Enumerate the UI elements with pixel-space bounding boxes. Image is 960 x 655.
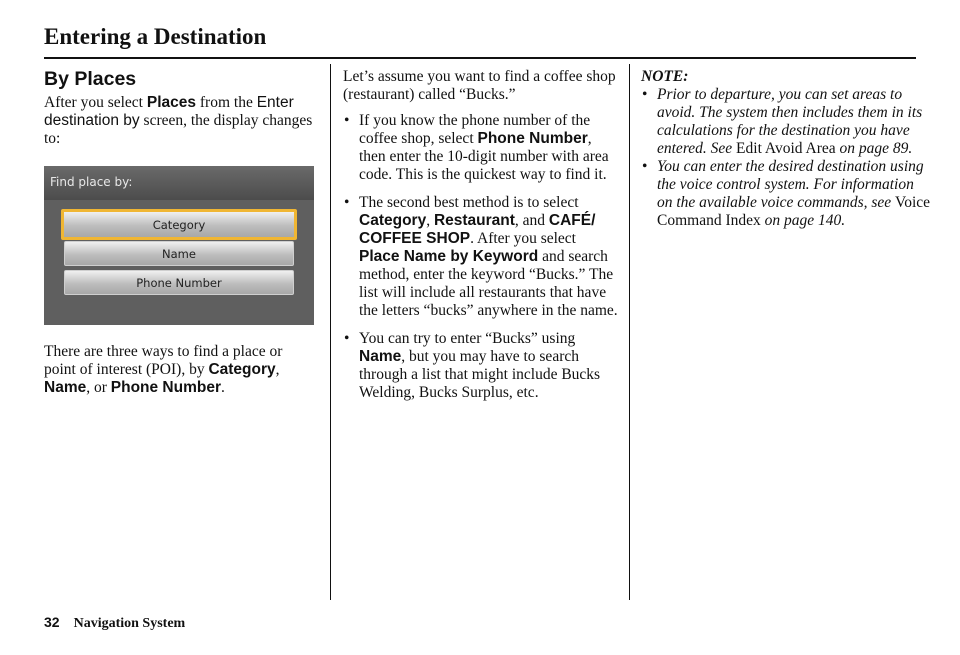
name-keyword: Name (44, 379, 87, 396)
text: There are three ways to find a place or point of interest (POI), by (44, 343, 283, 378)
title-divider (44, 57, 916, 59)
note-label: NOTE: (641, 68, 689, 85)
category-keyword: Category (359, 212, 427, 229)
page-title: Entering a Destination (44, 24, 267, 49)
cafe-keyword: CAFÉ/ COFFEE SHOP (359, 212, 596, 247)
text: screen, the display changes to: (44, 112, 313, 147)
text: You can enter the desired destination using the voice control system. For information on the available voice commands, see (657, 158, 924, 211)
text: , then enter the 10-digit number with area code. This is the quickest way to find it. (359, 130, 609, 183)
method-list (343, 112, 619, 402)
text: , (426, 212, 434, 229)
edit-avoid-area-ref[interactable]: Edit Avoid Area (736, 140, 836, 157)
category-button[interactable]: Category (61, 209, 297, 240)
text: If you know the phone number of the coffee shop, select (359, 112, 591, 147)
section-heading: By Places (44, 68, 137, 90)
name-button[interactable]: Name (64, 241, 294, 266)
scenario-paragraph: Let’s assume you want to find a coffee shop (restaurant) called “Bucks.” (343, 68, 616, 103)
list-item (343, 330, 619, 402)
list-item (343, 194, 619, 320)
text: You can try to enter “Bucks” using (359, 330, 576, 347)
phone-number-button[interactable]: Phone Number (64, 270, 294, 295)
text: and search method, enter the keyword “Bucks.” The list will include all restaurants that have the letters “bucks” anywhere in the name. (359, 248, 618, 319)
text: . (221, 379, 225, 396)
enter-destination-keyword: Enter destination by (44, 94, 294, 129)
text: , or (86, 379, 111, 396)
text: , (275, 361, 280, 378)
page-number: 32 (44, 614, 60, 630)
footer-label: Navigation System (73, 616, 186, 631)
screen-title: Find place by: (50, 175, 133, 189)
name-keyword: Name (359, 348, 402, 365)
keyword-method: Place Name by Keyword (359, 248, 539, 265)
text: After you select (44, 94, 147, 111)
restaurant-keyword: Restaurant (433, 212, 515, 229)
voice-command-index-ref[interactable]: Voice Command Index (657, 194, 931, 229)
column-left (44, 68, 316, 397)
phone-number-keyword: Phone Number (110, 379, 221, 396)
intro-paragraph (44, 94, 316, 148)
note-item (641, 86, 931, 158)
screen-image (44, 166, 314, 325)
page-footer (44, 614, 185, 632)
text: on page 89. (835, 140, 913, 157)
note-item (641, 158, 931, 230)
text: , and (514, 212, 549, 229)
column-divider-1 (330, 64, 331, 600)
text: The second best method is to select (359, 194, 579, 211)
column-middle (343, 68, 619, 412)
text: on page 140. (760, 212, 846, 229)
places-keyword: Places (146, 94, 197, 111)
text: Prior to departure, you can set areas to avoid. The system then includes them in its calculations for the destination you have entered. See (657, 86, 923, 157)
ways-paragraph (44, 343, 316, 397)
note-list (641, 86, 931, 230)
column-divider-2 (629, 64, 630, 600)
text: from the (196, 94, 257, 111)
list-item (343, 112, 619, 184)
phone-number-keyword: Phone Number (477, 130, 588, 147)
column-right (641, 68, 931, 230)
category-keyword: Category (208, 361, 276, 378)
text: , but you may have to search through a list that might include Bucks Welding, Bucks Surplus, etc. (359, 348, 601, 401)
text: . After you select (470, 230, 576, 247)
screen-header (44, 166, 314, 200)
